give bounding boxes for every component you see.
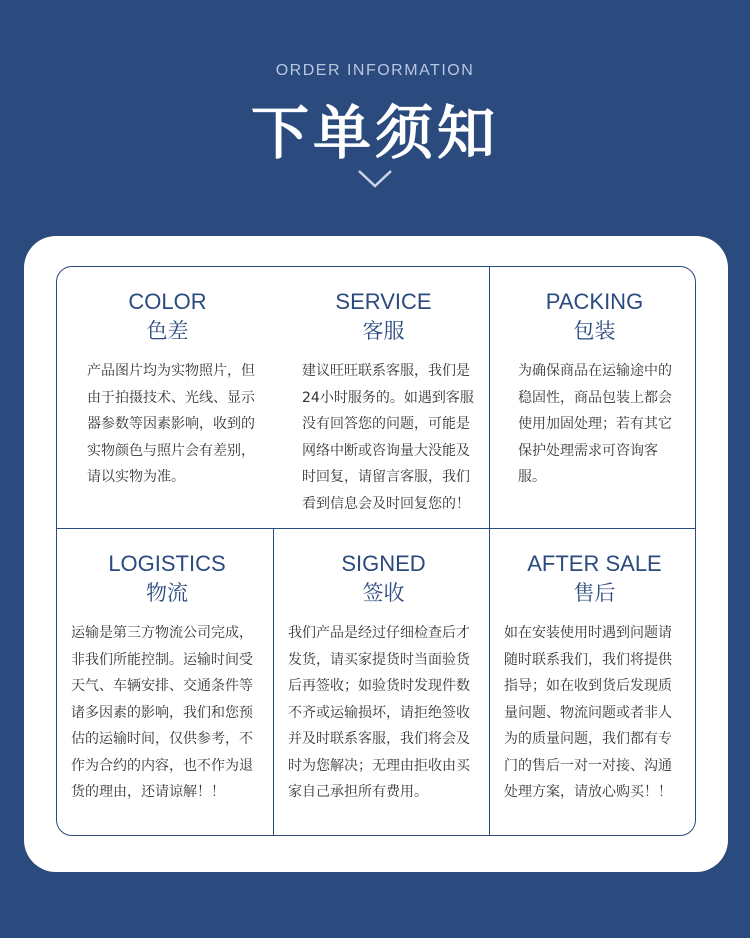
section-text: 产品图片均为实物照片，但由于拍摄技术、光线、显示器参数等因素影响，收到的实物颜色与照片会有差别，请以实物为准。: [87, 363, 255, 485]
section-text: 如在安装使用时遇到问题请随时联系我们，我们将提供指导；如在收到货后发现质量问题、物流问题或者非人为的质量问题，我们都有专门的售后一对一对接、沟通处理方案，请放心购买！！: [504, 625, 672, 800]
section-text: 我们产品是经过仔细检查后才发货，请买家提货时当面验货后再签收；如验货时发现件数不齐或运输损坏，请拒绝签收并及时联系客服，我们将会及时为您解决；无理由拒收由买家自己承担所有费用。: [288, 625, 470, 800]
section-title-cn: 物流: [146, 581, 188, 605]
section-service: [274, 267, 490, 529]
section-title-en: SIGNED: [341, 551, 426, 576]
section-text: 建议旺旺联系客服，我们是24小时服务的。如遇到客服没有回答您的问题，可能是网络中断或咨询量大没能及时回复，请留言客服，我们看到信息会及时回复您的！: [302, 363, 474, 512]
section-title-en: SERVICE: [335, 289, 432, 314]
section-title-en: AFTER SALE: [527, 551, 662, 576]
section-title-en: PACKING: [545, 289, 644, 314]
page-title: 下单须知: [250, 99, 499, 167]
section-title-cn: 客服: [362, 319, 405, 343]
section-title-cn: 签收: [362, 581, 405, 605]
section-title-cn: 色差: [146, 319, 189, 343]
section-title-cn: 售后: [573, 581, 616, 605]
info-grid: [56, 266, 696, 836]
section-text: 运输是第三方物流公司完成，非我们所能控制。运输时间受天气、车辆安排、交通条件等诸多因素的影响，我们和您预估的运输时间，仅供参考，不作为合约的内容，也不作为退货的理由，还请谅解！！: [71, 625, 253, 800]
section-title-en: LOGISTICS: [108, 551, 226, 576]
section-packing: [490, 267, 695, 529]
section-color: [57, 267, 274, 529]
section-logistics: [57, 529, 274, 835]
section-text: 为确保商品在运输途中的稳固性，商品包装上都会使用加固处理；若有其它保护处理需求可咨询客服。: [518, 363, 672, 485]
info-card: [24, 236, 728, 872]
section-title-cn: 包装: [573, 319, 616, 343]
header: [0, 0, 750, 236]
section-title-en: COLOR: [128, 289, 207, 314]
section-signed: [274, 529, 490, 835]
section-after-sale: [490, 529, 695, 835]
chevron-down-icon: [357, 168, 393, 190]
header-subtitle: ORDER INFORMATION: [275, 62, 475, 79]
